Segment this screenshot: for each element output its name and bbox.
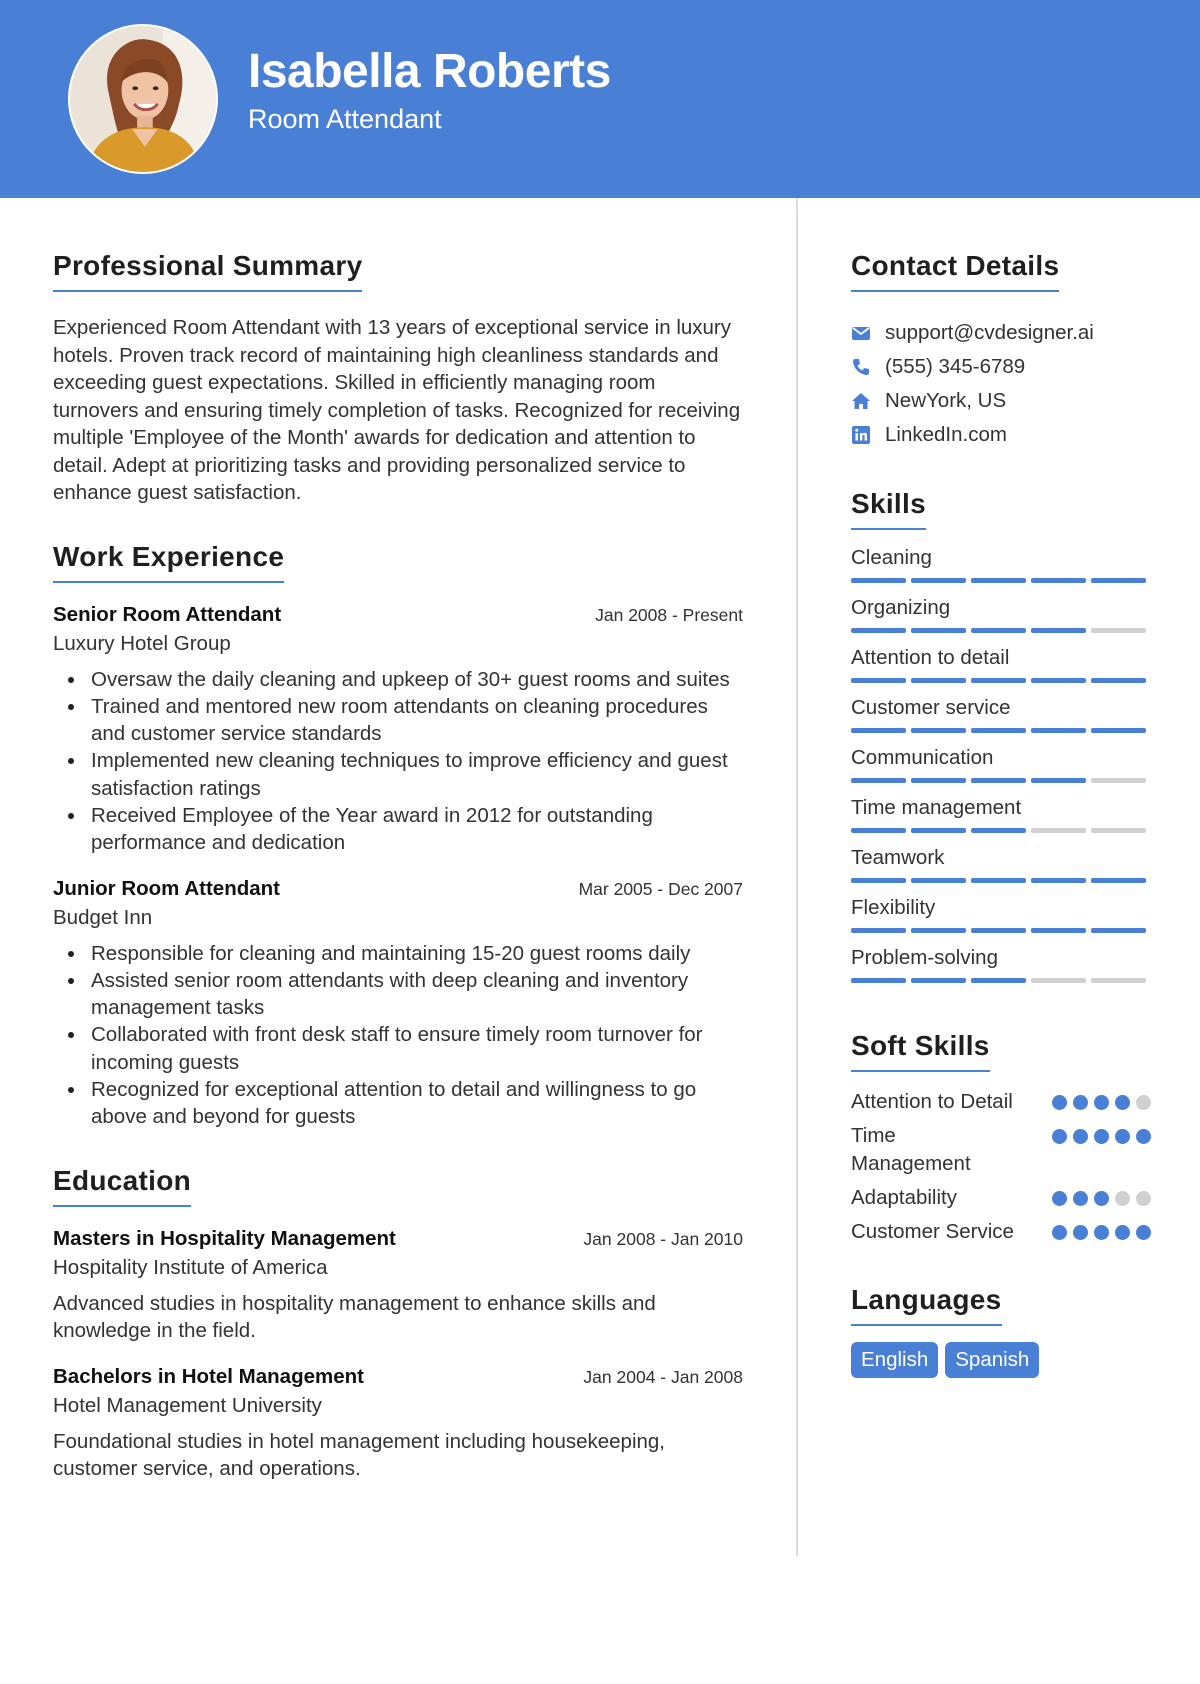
job-bullet: Assisted senior room attendants with deep cleaning and inventory management tasks — [53, 967, 743, 1022]
soft-skill-rating — [1052, 1122, 1151, 1144]
skill-level-bar — [851, 978, 1146, 983]
job-entry — [53, 603, 743, 857]
education-section — [53, 1165, 743, 1483]
skill-item — [851, 542, 1151, 592]
education-entry — [53, 1365, 743, 1483]
school-name: Hotel Management University — [53, 1393, 322, 1417]
skills-list — [851, 542, 1151, 992]
skill-level-bar — [851, 578, 1146, 583]
job-entry — [53, 877, 743, 1131]
candidate-role: Room Attendant — [248, 104, 442, 134]
phone-text: (555) 345-6789 — [885, 355, 1026, 378]
rating-dot — [1073, 1191, 1088, 1206]
education-heading: Education — [53, 1165, 191, 1207]
skill-level-segment — [971, 678, 1026, 683]
soft-skill-rating — [1052, 1088, 1151, 1110]
skill-level-segment — [1091, 678, 1146, 683]
job-title: Junior Room Attendant — [53, 876, 281, 900]
job-company: Budget Inn — [53, 905, 153, 929]
education-date: Jan 2008 - Jan 2010 — [583, 1228, 743, 1249]
skill-level-segment — [911, 728, 966, 733]
skill-level-segment — [851, 628, 906, 633]
profile-photo-illustration — [70, 26, 216, 172]
skill-level-segment — [1031, 878, 1086, 883]
linkedin-text: LinkedIn.com — [885, 423, 1007, 446]
job-date: Jan 2008 - Present — [595, 604, 743, 625]
education-entry — [53, 1227, 743, 1345]
summary-text: Experienced Room Attendant with 13 years of exceptional service in luxury hotels. Proven track record of maintaining high cleanliness standards and exceeding guest expectations. Skilled in efficiently managing room turnovers and ensuring timely completion of tasks. Recognized for receiving multiple 'Employee of the Month' awards for dedication and attention to detail. Adept at prioritizing tasks and providing personalized service to enhance guest satisfaction. — [53, 316, 741, 504]
summary-heading: Professional Summary — [53, 250, 362, 292]
experience-section — [53, 541, 743, 1131]
skill-level-segment — [851, 878, 906, 883]
resume-header — [0, 0, 1200, 198]
skill-level-bar — [851, 878, 1146, 883]
skill-item — [851, 592, 1151, 642]
school-name: Hospitality Institute of America — [53, 1255, 328, 1279]
skill-level-segment — [971, 978, 1026, 983]
job-title: Senior Room Attendant — [53, 602, 282, 626]
linkedin-icon — [851, 425, 871, 445]
email-text: support@cvdesigner.ai — [885, 321, 1094, 344]
skill-level-segment — [851, 828, 906, 833]
contact-heading: Contact Details — [851, 250, 1059, 292]
skill-name: Time management — [851, 796, 1022, 819]
soft-skill-item — [851, 1122, 1151, 1178]
skill-level-segment — [911, 628, 966, 633]
soft-skill-name: Adaptability — [851, 1186, 957, 1209]
soft-skill-name: Time Management — [851, 1124, 971, 1175]
skill-name: Attention to detail — [851, 646, 1010, 669]
skill-level-bar — [851, 778, 1146, 783]
skill-level-segment — [1031, 728, 1086, 733]
skill-level-segment — [911, 578, 966, 583]
contact-linkedin[interactable] — [851, 418, 1151, 452]
skill-level-segment — [1031, 928, 1086, 933]
skill-level-segment — [851, 778, 906, 783]
skill-level-segment — [971, 578, 1026, 583]
rating-dot — [1136, 1225, 1151, 1240]
contact-location — [851, 384, 1151, 418]
skill-level-segment — [971, 628, 1026, 633]
rating-dot — [1115, 1225, 1130, 1240]
soft-skills-section — [851, 1030, 1151, 1246]
skill-item — [851, 692, 1151, 742]
soft-skill-name: Attention to Detail — [851, 1090, 1013, 1113]
rating-dot — [1115, 1095, 1130, 1110]
skill-name: Problem-solving — [851, 946, 998, 969]
soft-skill-rating — [1052, 1184, 1151, 1206]
languages-list — [851, 1342, 1151, 1378]
skill-item — [851, 742, 1151, 792]
skill-level-segment — [1091, 878, 1146, 883]
skill-level-segment — [1031, 578, 1086, 583]
rating-dot — [1136, 1095, 1151, 1110]
skill-level-segment — [971, 928, 1026, 933]
degree-title: Bachelors in Hotel Management — [53, 1364, 364, 1388]
skill-item — [851, 642, 1151, 692]
rating-dot — [1094, 1225, 1109, 1240]
soft-skill-item — [851, 1218, 1151, 1246]
job-bullet: Received Employee of the Year award in 2012 for outstanding performance and dedication — [53, 802, 743, 857]
skill-level-segment — [971, 728, 1026, 733]
rating-dot — [1052, 1191, 1067, 1206]
rating-dot — [1052, 1095, 1067, 1110]
job-bullet: Implemented new cleaning techniques to improve efficiency and guest satisfaction ratings — [53, 747, 743, 802]
skill-level-segment — [911, 678, 966, 683]
sidebar-column — [851, 250, 1151, 1378]
home-icon — [851, 391, 871, 411]
skill-level-segment — [1031, 678, 1086, 683]
language-tag: English — [851, 1342, 938, 1378]
job-date: Mar 2005 - Dec 2007 — [578, 878, 743, 899]
job-bullets — [53, 666, 743, 857]
skill-level-segment — [851, 928, 906, 933]
skill-name: Cleaning — [851, 546, 932, 569]
main-column — [53, 250, 743, 1483]
skill-level-segment — [1091, 928, 1146, 933]
skill-level-bar — [851, 828, 1146, 833]
job-bullet: Collaborated with front desk staff to ensure timely room turnover for incoming guests — [53, 1021, 743, 1076]
languages-section — [851, 1284, 1151, 1378]
soft-skill-item — [851, 1184, 1151, 1212]
soft-skills-heading: Soft Skills — [851, 1030, 990, 1072]
skill-level-segment — [1031, 978, 1086, 983]
education-date: Jan 2004 - Jan 2008 — [583, 1366, 743, 1387]
skill-level-bar — [851, 728, 1146, 733]
summary-section — [53, 250, 743, 507]
soft-skills-list — [851, 1088, 1151, 1246]
skill-level-segment — [1091, 828, 1146, 833]
education-description: Foundational studies in hotel management including housekeeping, customer service, and operations. — [53, 1429, 666, 1481]
rating-dot — [1094, 1095, 1109, 1110]
experience-heading: Work Experience — [53, 541, 284, 583]
rating-dot — [1073, 1225, 1088, 1240]
contact-email[interactable] — [851, 316, 1151, 350]
skills-section — [851, 488, 1151, 992]
skill-level-segment — [1091, 978, 1146, 983]
education-description: Advanced studies in hospitality management to enhance skills and knowledge in the field. — [53, 1291, 656, 1343]
skill-level-segment — [1091, 628, 1146, 633]
job-bullet: Responsible for cleaning and maintaining 15-20 guest rooms daily — [53, 940, 743, 967]
skill-level-segment — [1091, 728, 1146, 733]
skill-name: Flexibility — [851, 896, 936, 919]
rating-dot — [1136, 1129, 1151, 1144]
contact-section — [851, 250, 1151, 452]
rating-dot — [1136, 1191, 1151, 1206]
skill-level-segment — [1031, 628, 1086, 633]
skill-level-segment — [851, 578, 906, 583]
skill-level-segment — [911, 878, 966, 883]
location-text: NewYork, US — [885, 389, 1007, 412]
skill-level-segment — [911, 928, 966, 933]
skill-level-segment — [851, 728, 906, 733]
envelope-icon — [851, 323, 871, 343]
degree-title: Masters in Hospitality Management — [53, 1226, 396, 1250]
soft-skill-name: Customer Service — [851, 1220, 1014, 1243]
skill-item — [851, 792, 1151, 842]
skill-level-segment — [971, 828, 1026, 833]
job-bullet: Recognized for exceptional attention to detail and willingness to go above and beyond for guests — [53, 1076, 743, 1131]
contact-phone[interactable] — [851, 350, 1151, 384]
skill-level-segment — [1091, 578, 1146, 583]
skill-level-segment — [1091, 778, 1146, 783]
rating-dot — [1094, 1129, 1109, 1144]
column-divider — [796, 198, 798, 1556]
rating-dot — [1052, 1225, 1067, 1240]
rating-dot — [1094, 1191, 1109, 1206]
skill-name: Customer service — [851, 696, 1011, 719]
skill-level-segment — [971, 878, 1026, 883]
candidate-name: Isabella Roberts — [248, 45, 611, 98]
skill-name: Teamwork — [851, 846, 945, 869]
job-bullet: Trained and mentored new room attendants on cleaning procedures and customer service standards — [53, 693, 743, 748]
skill-level-segment — [1031, 778, 1086, 783]
rating-dot — [1115, 1129, 1130, 1144]
skill-level-bar — [851, 628, 1146, 633]
skill-level-segment — [911, 778, 966, 783]
skill-level-bar — [851, 928, 1146, 933]
skill-item — [851, 842, 1151, 892]
skill-item — [851, 942, 1151, 992]
skill-name: Communication — [851, 746, 994, 769]
language-tag: Spanish — [945, 1342, 1039, 1378]
skill-level-segment — [851, 978, 906, 983]
soft-skill-item — [851, 1088, 1151, 1116]
languages-heading: Languages — [851, 1284, 1002, 1326]
soft-skill-rating — [1052, 1218, 1151, 1240]
rating-dot — [1073, 1129, 1088, 1144]
rating-dot — [1052, 1129, 1067, 1144]
job-company: Luxury Hotel Group — [53, 631, 231, 655]
phone-icon — [851, 357, 871, 377]
skill-level-segment — [911, 978, 966, 983]
skill-level-segment — [911, 828, 966, 833]
profile-photo — [68, 24, 218, 174]
skill-level-bar — [851, 678, 1146, 683]
skills-heading: Skills — [851, 488, 926, 530]
rating-dot — [1073, 1095, 1088, 1110]
job-bullet: Oversaw the daily cleaning and upkeep of 30+ guest rooms and suites — [53, 666, 743, 693]
skill-item — [851, 892, 1151, 942]
skill-level-segment — [851, 678, 906, 683]
skill-level-segment — [1031, 828, 1086, 833]
job-bullets — [53, 940, 743, 1131]
skill-name: Organizing — [851, 596, 951, 619]
skill-level-segment — [971, 778, 1026, 783]
rating-dot — [1115, 1191, 1130, 1206]
